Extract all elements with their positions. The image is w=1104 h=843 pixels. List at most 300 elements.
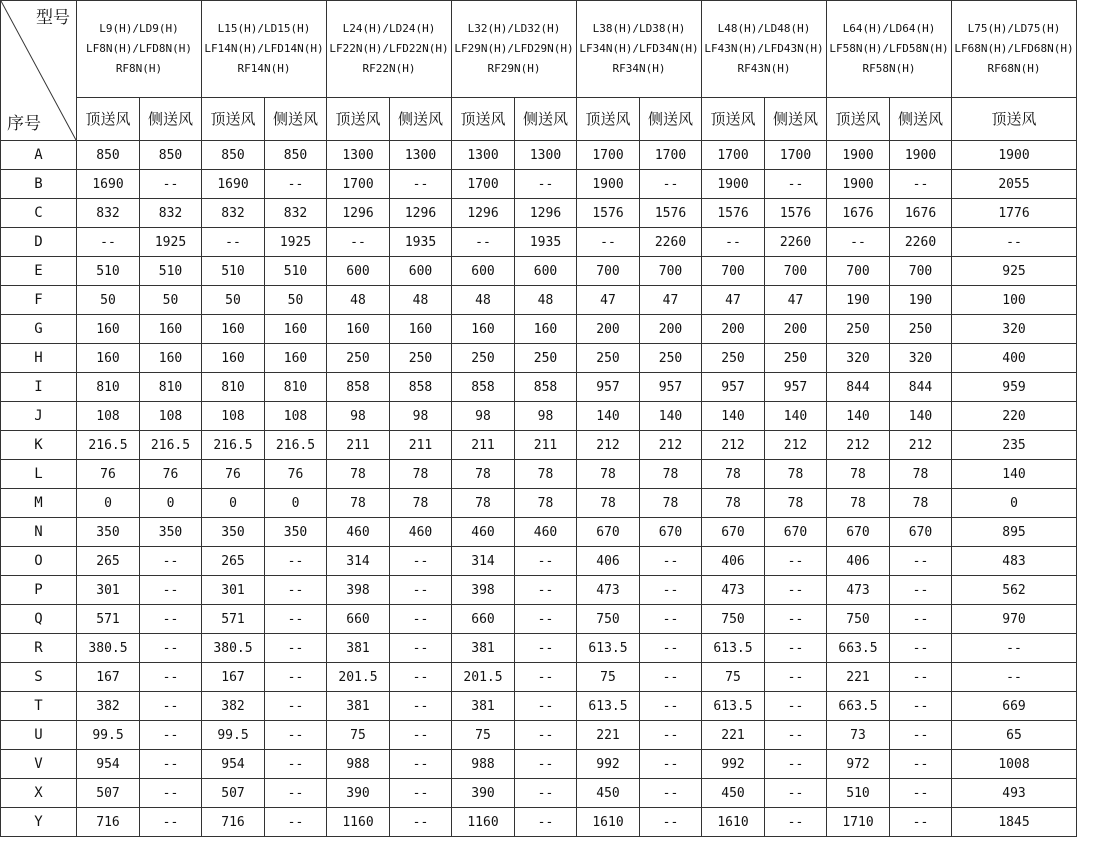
table-cell: 613.5 [702, 634, 765, 663]
table-cell: -- [765, 779, 827, 808]
table-cell: -- [515, 547, 577, 576]
table-cell: 2260 [765, 228, 827, 257]
table-cell: 850 [265, 141, 327, 170]
table-cell: 381 [327, 692, 390, 721]
table-cell: 221 [827, 663, 890, 692]
table-cell: 810 [202, 373, 265, 402]
table-cell: 380.5 [202, 634, 265, 663]
table-row [1, 605, 1077, 634]
table-cell: 201.5 [327, 663, 390, 692]
table-cell: 160 [265, 315, 327, 344]
table-cell: -- [390, 663, 452, 692]
table-cell: 98 [452, 402, 515, 431]
table-cell: 160 [390, 315, 452, 344]
table-cell: 972 [827, 750, 890, 779]
table-row [1, 750, 1077, 779]
airflow-type-header: 侧送风 [265, 98, 327, 141]
model-name-line: L32(H)/LD32(H) [467, 22, 561, 35]
table-cell: 507 [77, 779, 140, 808]
table-cell: 98 [390, 402, 452, 431]
table-cell: 1700 [765, 141, 827, 170]
table-cell: 48 [452, 286, 515, 315]
table-cell: 992 [577, 750, 640, 779]
airflow-type-header: 侧送风 [765, 98, 827, 141]
table-cell: 810 [140, 373, 202, 402]
table-cell: -- [890, 634, 952, 663]
table-cell: 160 [202, 315, 265, 344]
table-cell: -- [890, 750, 952, 779]
table-cell: -- [827, 228, 890, 257]
table-cell: -- [640, 808, 702, 837]
table-cell: 381 [327, 634, 390, 663]
table-cell: 510 [827, 779, 890, 808]
model-name-line: L48(H)/LD48(H) [717, 22, 811, 35]
model-header-8 [952, 1, 1077, 98]
table-cell: 2260 [640, 228, 702, 257]
table-cell: 1008 [952, 750, 1077, 779]
row-index-label: V [1, 750, 77, 779]
table-cell: -- [515, 808, 577, 837]
table-cell: 48 [390, 286, 452, 315]
table-row [1, 518, 1077, 547]
table-cell: 47 [765, 286, 827, 315]
table-cell: 600 [515, 257, 577, 286]
table-cell: 78 [577, 460, 640, 489]
table-cell: 460 [327, 518, 390, 547]
table-cell: 140 [577, 402, 640, 431]
table-row [1, 663, 1077, 692]
table-cell: 212 [890, 431, 952, 460]
table-cell: 600 [390, 257, 452, 286]
table-cell: 1610 [702, 808, 765, 837]
table-cell: -- [202, 228, 265, 257]
table-cell: 450 [702, 779, 765, 808]
table-cell: -- [265, 605, 327, 634]
table-cell: 380.5 [77, 634, 140, 663]
table-cell: 483 [952, 547, 1077, 576]
row-index-label: L [1, 460, 77, 489]
table-cell: 663.5 [827, 692, 890, 721]
table-cell: 1900 [827, 170, 890, 199]
table-cell: 858 [452, 373, 515, 402]
airflow-type-header: 顶送风 [202, 98, 265, 141]
table-cell: -- [140, 576, 202, 605]
table-cell: 957 [702, 373, 765, 402]
table-cell: 1610 [577, 808, 640, 837]
table-cell: 1676 [827, 199, 890, 228]
table-cell: 200 [577, 315, 640, 344]
table-cell: 160 [77, 315, 140, 344]
airflow-type-header: 顶送风 [827, 98, 890, 141]
table-cell: 250 [827, 315, 890, 344]
table-cell: -- [890, 692, 952, 721]
table-cell: 160 [140, 344, 202, 373]
table-cell: 75 [702, 663, 765, 692]
table-cell: 78 [327, 489, 390, 518]
table-cell: 211 [452, 431, 515, 460]
table-cell: 212 [702, 431, 765, 460]
table-cell: 988 [327, 750, 390, 779]
table-cell: 832 [265, 199, 327, 228]
table-cell: 47 [577, 286, 640, 315]
table-cell: 76 [77, 460, 140, 489]
row-index-label: H [1, 344, 77, 373]
table-cell: 320 [890, 344, 952, 373]
row-index-label: R [1, 634, 77, 663]
table-cell: -- [140, 692, 202, 721]
table-cell: -- [390, 170, 452, 199]
table-cell: 48 [515, 286, 577, 315]
table-cell: 473 [577, 576, 640, 605]
row-index-label: X [1, 779, 77, 808]
table-cell: 65 [952, 721, 1077, 750]
airflow-type-header: 顶送风 [577, 98, 640, 141]
table-cell: 140 [952, 460, 1077, 489]
table-cell: -- [765, 808, 827, 837]
table-cell: 212 [577, 431, 640, 460]
airflow-type-header: 侧送风 [390, 98, 452, 141]
table-row [1, 286, 1077, 315]
table-cell: 78 [702, 460, 765, 489]
model-name-line: L24(H)/LD24(H) [342, 22, 436, 35]
table-cell: -- [265, 663, 327, 692]
table-cell: 669 [952, 692, 1077, 721]
table-cell: 450 [577, 779, 640, 808]
table-cell: -- [265, 547, 327, 576]
table-cell: -- [140, 721, 202, 750]
table-cell: -- [390, 808, 452, 837]
table-cell: -- [140, 547, 202, 576]
table-cell: 350 [265, 518, 327, 547]
row-index-label: M [1, 489, 77, 518]
table-cell: -- [140, 634, 202, 663]
table-cell: 320 [952, 315, 1077, 344]
table-cell: -- [765, 576, 827, 605]
table-cell: 1700 [702, 141, 765, 170]
table-cell: -- [265, 721, 327, 750]
airflow-type-header: 侧送风 [640, 98, 702, 141]
table-row [1, 228, 1077, 257]
model-name-line: L64(H)/LD64(H) [842, 22, 936, 35]
table-cell: 250 [765, 344, 827, 373]
table-cell: 250 [515, 344, 577, 373]
model-name-line: L75(H)/LD75(H) [967, 22, 1061, 35]
table-cell: -- [515, 576, 577, 605]
table-cell: 1576 [702, 199, 765, 228]
table-cell: 78 [890, 460, 952, 489]
row-index-label: K [1, 431, 77, 460]
table-cell: 406 [702, 547, 765, 576]
table-cell: -- [952, 663, 1077, 692]
airflow-type-header: 侧送风 [140, 98, 202, 141]
table-cell: 78 [827, 460, 890, 489]
table-cell: 1900 [577, 170, 640, 199]
table-cell: 398 [327, 576, 390, 605]
table-cell: 1576 [577, 199, 640, 228]
table-cell: 0 [265, 489, 327, 518]
table-row [1, 808, 1077, 837]
table-cell: -- [640, 547, 702, 576]
table-cell: 1935 [390, 228, 452, 257]
row-index-label: J [1, 402, 77, 431]
table-cell: -- [390, 634, 452, 663]
table-cell: 571 [202, 605, 265, 634]
model-name-line: LF29N(H)/LFD29N(H) [454, 42, 574, 55]
table-cell: 810 [77, 373, 140, 402]
table-row [1, 431, 1077, 460]
table-cell: 1900 [827, 141, 890, 170]
table-cell: 160 [202, 344, 265, 373]
table-cell: 1700 [452, 170, 515, 199]
table-cell: -- [140, 663, 202, 692]
model-header-1 [77, 1, 202, 98]
table-cell: -- [265, 808, 327, 837]
table-cell: 2260 [890, 228, 952, 257]
table-cell: 600 [452, 257, 515, 286]
table-cell: 670 [827, 518, 890, 547]
table-cell: 700 [890, 257, 952, 286]
table-cell: 716 [202, 808, 265, 837]
table-cell: -- [140, 750, 202, 779]
table-row [1, 402, 1077, 431]
table-cell: 1925 [140, 228, 202, 257]
model-name-line: LF34N(H)/LFD34N(H) [579, 42, 699, 55]
table-cell: -- [515, 692, 577, 721]
table-cell: -- [640, 634, 702, 663]
table-cell: 660 [452, 605, 515, 634]
table-cell: 47 [702, 286, 765, 315]
corner-index-label: 序号 [7, 114, 41, 134]
table-cell: 613.5 [577, 634, 640, 663]
table-cell: 108 [265, 402, 327, 431]
table-cell: 201.5 [452, 663, 515, 692]
row-index-label: I [1, 373, 77, 402]
table-cell: 562 [952, 576, 1077, 605]
table-cell: 832 [140, 199, 202, 228]
table-cell: 100 [952, 286, 1077, 315]
airflow-type-header: 顶送风 [327, 98, 390, 141]
model-name-line: RF68N(H) [987, 62, 1041, 75]
table-cell: 957 [640, 373, 702, 402]
table-cell: 1576 [765, 199, 827, 228]
table-cell: 221 [702, 721, 765, 750]
row-index-label: C [1, 199, 77, 228]
airflow-type-header: 顶送风 [77, 98, 140, 141]
airflow-type-header: 侧送风 [890, 98, 952, 141]
table-cell: -- [640, 779, 702, 808]
table-cell: 850 [202, 141, 265, 170]
table-cell: -- [265, 634, 327, 663]
model-name-line: LF22N(H)/LFD22N(H) [329, 42, 449, 55]
table-row [1, 199, 1077, 228]
table-cell: 220 [952, 402, 1077, 431]
table-cell: -- [515, 634, 577, 663]
table-cell: 78 [577, 489, 640, 518]
table-cell: 1700 [640, 141, 702, 170]
table-cell: 1300 [390, 141, 452, 170]
airflow-type-header: 顶送风 [952, 98, 1077, 141]
table-cell: 382 [77, 692, 140, 721]
table-cell: -- [890, 663, 952, 692]
table-cell: 507 [202, 779, 265, 808]
table-cell: 858 [515, 373, 577, 402]
table-cell: -- [140, 605, 202, 634]
table-cell: 160 [140, 315, 202, 344]
table-cell: 954 [77, 750, 140, 779]
table-cell: 663.5 [827, 634, 890, 663]
table-cell: 0 [77, 489, 140, 518]
table-cell: 493 [952, 779, 1077, 808]
row-index-label: A [1, 141, 77, 170]
table-cell: 75 [452, 721, 515, 750]
table-row [1, 576, 1077, 605]
table-cell: 850 [77, 141, 140, 170]
table-cell: 216.5 [140, 431, 202, 460]
table-cell: 78 [515, 460, 577, 489]
airflow-type-header: 顶送风 [702, 98, 765, 141]
table-cell: 78 [390, 489, 452, 518]
table-cell: 75 [577, 663, 640, 692]
table-cell: -- [952, 228, 1077, 257]
table-cell: 78 [765, 460, 827, 489]
model-name-line: RF14N(H) [237, 62, 291, 75]
table-cell: 200 [640, 315, 702, 344]
table-cell: -- [515, 170, 577, 199]
model-name-line: LF8N(H)/LFD8N(H) [86, 42, 192, 55]
table-cell: 1300 [515, 141, 577, 170]
table-cell: 1690 [77, 170, 140, 199]
table-cell: 221 [577, 721, 640, 750]
table-cell: 78 [452, 460, 515, 489]
table-cell: -- [390, 692, 452, 721]
table-cell: 78 [640, 460, 702, 489]
table-cell: 510 [77, 257, 140, 286]
table-cell: 716 [77, 808, 140, 837]
table-cell: -- [640, 605, 702, 634]
table-cell: 190 [827, 286, 890, 315]
table-row [1, 170, 1077, 199]
table-cell: 1925 [265, 228, 327, 257]
table-cell: 895 [952, 518, 1077, 547]
table-cell: 250 [390, 344, 452, 373]
table-cell: 1776 [952, 199, 1077, 228]
table-cell: 750 [702, 605, 765, 634]
row-index-label: D [1, 228, 77, 257]
table-cell: 160 [452, 315, 515, 344]
table-cell: -- [890, 170, 952, 199]
table-row [1, 315, 1077, 344]
table-cell: 473 [827, 576, 890, 605]
table-cell: 398 [452, 576, 515, 605]
row-index-label: P [1, 576, 77, 605]
table-cell: -- [265, 750, 327, 779]
table-cell: 108 [140, 402, 202, 431]
table-cell: 320 [827, 344, 890, 373]
table-cell: 211 [327, 431, 390, 460]
model-name-line: RF58N(H) [862, 62, 916, 75]
table-cell: 844 [827, 373, 890, 402]
table-cell: -- [515, 605, 577, 634]
table-cell: 78 [827, 489, 890, 518]
table-cell: 700 [640, 257, 702, 286]
table-cell: 992 [702, 750, 765, 779]
corner-model-label: 型号 [36, 8, 70, 28]
model-name-line: LF43N(H)/LFD43N(H) [704, 42, 824, 55]
model-header-7 [827, 1, 952, 98]
table-cell: 76 [140, 460, 202, 489]
table-cell: 140 [640, 402, 702, 431]
table-cell: 1676 [890, 199, 952, 228]
row-index-label: Y [1, 808, 77, 837]
table-cell: -- [640, 170, 702, 199]
table-cell: 314 [327, 547, 390, 576]
table-cell: 0 [140, 489, 202, 518]
model-header-4 [452, 1, 577, 98]
table-cell: 959 [952, 373, 1077, 402]
table-cell: 265 [77, 547, 140, 576]
table-cell: 460 [390, 518, 452, 547]
table-cell: -- [890, 808, 952, 837]
table-cell: 1296 [452, 199, 515, 228]
table-cell: 1845 [952, 808, 1077, 837]
model-name-line: RF43N(H) [737, 62, 791, 75]
table-cell: 98 [515, 402, 577, 431]
table-cell: -- [702, 228, 765, 257]
table-cell: -- [390, 576, 452, 605]
model-name-line: LF68N(H)/LFD68N(H) [954, 42, 1074, 55]
table-cell: 510 [202, 257, 265, 286]
model-name-line: RF34N(H) [612, 62, 666, 75]
table-cell: -- [890, 605, 952, 634]
model-name-line: LF14N(H)/LFD14N(H) [204, 42, 324, 55]
table-cell: -- [140, 779, 202, 808]
table-cell: 78 [890, 489, 952, 518]
table-cell: 954 [202, 750, 265, 779]
table-cell: 76 [265, 460, 327, 489]
airflow-header-row [1, 98, 1077, 141]
table-cell: -- [265, 779, 327, 808]
table-cell: -- [765, 692, 827, 721]
table-cell: 48 [327, 286, 390, 315]
table-cell: 670 [702, 518, 765, 547]
table-cell: 850 [140, 141, 202, 170]
table-cell: 1296 [390, 199, 452, 228]
table-cell: 250 [327, 344, 390, 373]
table-cell: 988 [452, 750, 515, 779]
table-cell: 660 [327, 605, 390, 634]
table-cell: 78 [702, 489, 765, 518]
table-cell: 957 [765, 373, 827, 402]
table-cell: 858 [327, 373, 390, 402]
table-cell: 78 [515, 489, 577, 518]
table-cell: 350 [140, 518, 202, 547]
table-cell: 1900 [952, 141, 1077, 170]
table-cell: -- [390, 547, 452, 576]
table-cell: 670 [765, 518, 827, 547]
model-name-line: RF8N(H) [115, 62, 163, 75]
table-cell: 160 [77, 344, 140, 373]
table-cell: 98 [327, 402, 390, 431]
table-cell: 212 [827, 431, 890, 460]
table-cell: 390 [327, 779, 390, 808]
table-cell: 832 [202, 199, 265, 228]
table-cell: 167 [202, 663, 265, 692]
table-cell: 212 [640, 431, 702, 460]
table-cell: 250 [452, 344, 515, 373]
model-header-6 [702, 1, 827, 98]
row-index-label: F [1, 286, 77, 315]
table-cell: 140 [890, 402, 952, 431]
